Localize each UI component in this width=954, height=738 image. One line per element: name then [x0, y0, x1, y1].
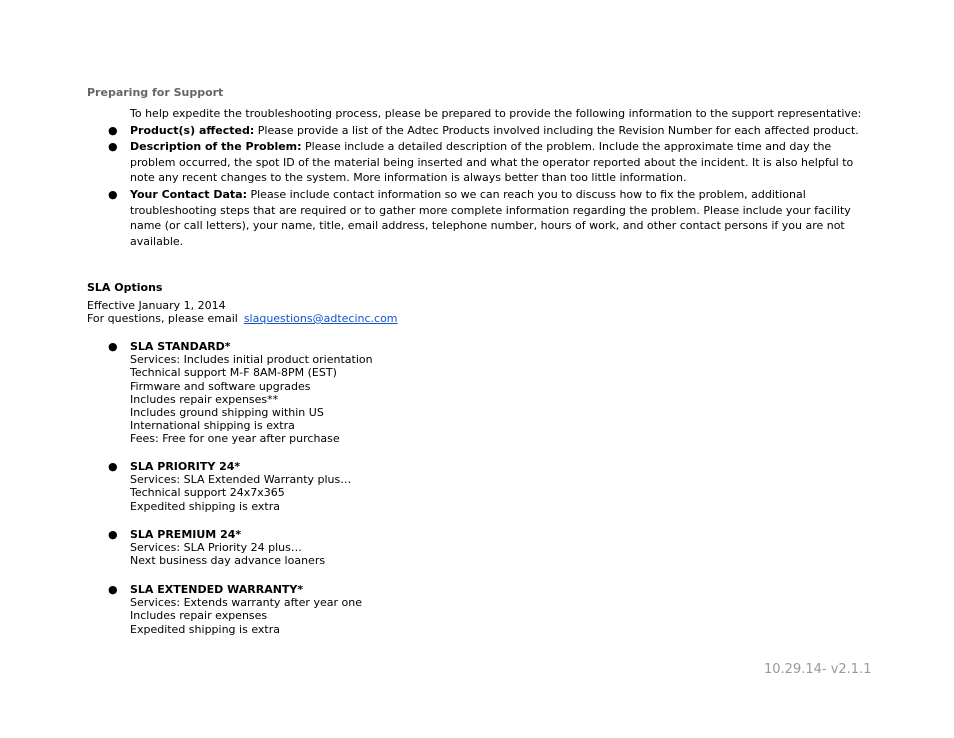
sla-option-line: Includes repair expenses — [130, 609, 268, 623]
version-label: 10.29.14- v2.1.1 — [764, 662, 872, 677]
sla-option-line: Services: Extends warranty after year one — [130, 596, 362, 610]
sla-option-title: SLA PRIORITY 24* — [130, 460, 241, 473]
sla-heading: SLA Options — [87, 281, 163, 294]
sla-option-line: Firmware and software upgrades — [130, 379, 311, 393]
support-heading: Preparing for Support — [87, 86, 224, 99]
sla-option-line: Services: Includes initial product orientation — [130, 353, 373, 367]
sla-option-line: Expedited shipping is extra — [130, 622, 280, 636]
support-item-label: Your Contact Data: — [130, 188, 247, 201]
sla-effective-date: Effective January 1, 2014 — [87, 299, 226, 312]
sla-option-line: International shipping is extra — [130, 419, 295, 433]
bullet-icon: ● — [108, 583, 118, 596]
support-item-text: Please include a detailed description of the problem. Include the approximate time and day the problem occurred, the spot ID of the material being inserted and what the operator reported about the incident. It is also helpful to note any recent changes to the system. More information is always better than too little information. — [130, 140, 854, 184]
support-item-label: Product(s) affected: — [130, 124, 255, 137]
sla-option-line: Includes ground shipping within US — [130, 406, 324, 420]
sla-option-line: Fees: Free for one year after purchase — [130, 432, 340, 446]
sla-questions — [87, 312, 398, 325]
support-item-text: Please provide a list of the Adtec Products involved including the Revision Number for each affected product. — [254, 124, 859, 137]
bullet-icon: ● — [108, 140, 118, 153]
bullet-icon: ● — [108, 188, 118, 201]
sla-option-line: Services: SLA Priority 24 plus… — [130, 541, 302, 555]
support-intro: To help expedite the troubleshooting process, please be prepared to provide the following information to the support representative: — [130, 107, 862, 120]
sla-option-line: Technical support 24x7x365 — [130, 486, 285, 500]
questions-text: For questions, please email — [87, 312, 238, 325]
sla-option-title: SLA PREMIUM 24* — [130, 528, 242, 541]
sla-option-line: Expedited shipping is extra — [130, 499, 280, 513]
sla-option-line: Technical support M-F 8AM-8PM (EST) — [130, 366, 337, 380]
bullet-icon: ● — [108, 340, 118, 353]
sla-option-title: SLA STANDARD* — [130, 340, 231, 353]
sla-option-line: Services: SLA Extended Warranty plus… — [130, 473, 352, 487]
sla-email-link[interactable]: slaquestions@adtecinc.com — [243, 312, 398, 325]
bullet-icon: ● — [108, 460, 118, 473]
support-item-text: Please include contact information so we can reach you to discuss how to fix the problem, additional troubleshooting steps that are required or to gather more complete information regarding the problem. Please include your facility name (or call letters), your name, title, email address, telephone number, hours of work, and other contact persons if you are not available. — [130, 188, 851, 248]
sla-option-title: SLA EXTENDED WARRANTY* — [130, 583, 304, 596]
sla-option-line: Includes repair expenses** — [130, 392, 279, 406]
bullet-icon: ● — [108, 124, 118, 137]
support-item-label: Description of the Problem: — [130, 140, 302, 153]
bullet-icon: ● — [108, 528, 118, 541]
sla-option-line: Next business day advance loaners — [130, 554, 326, 568]
